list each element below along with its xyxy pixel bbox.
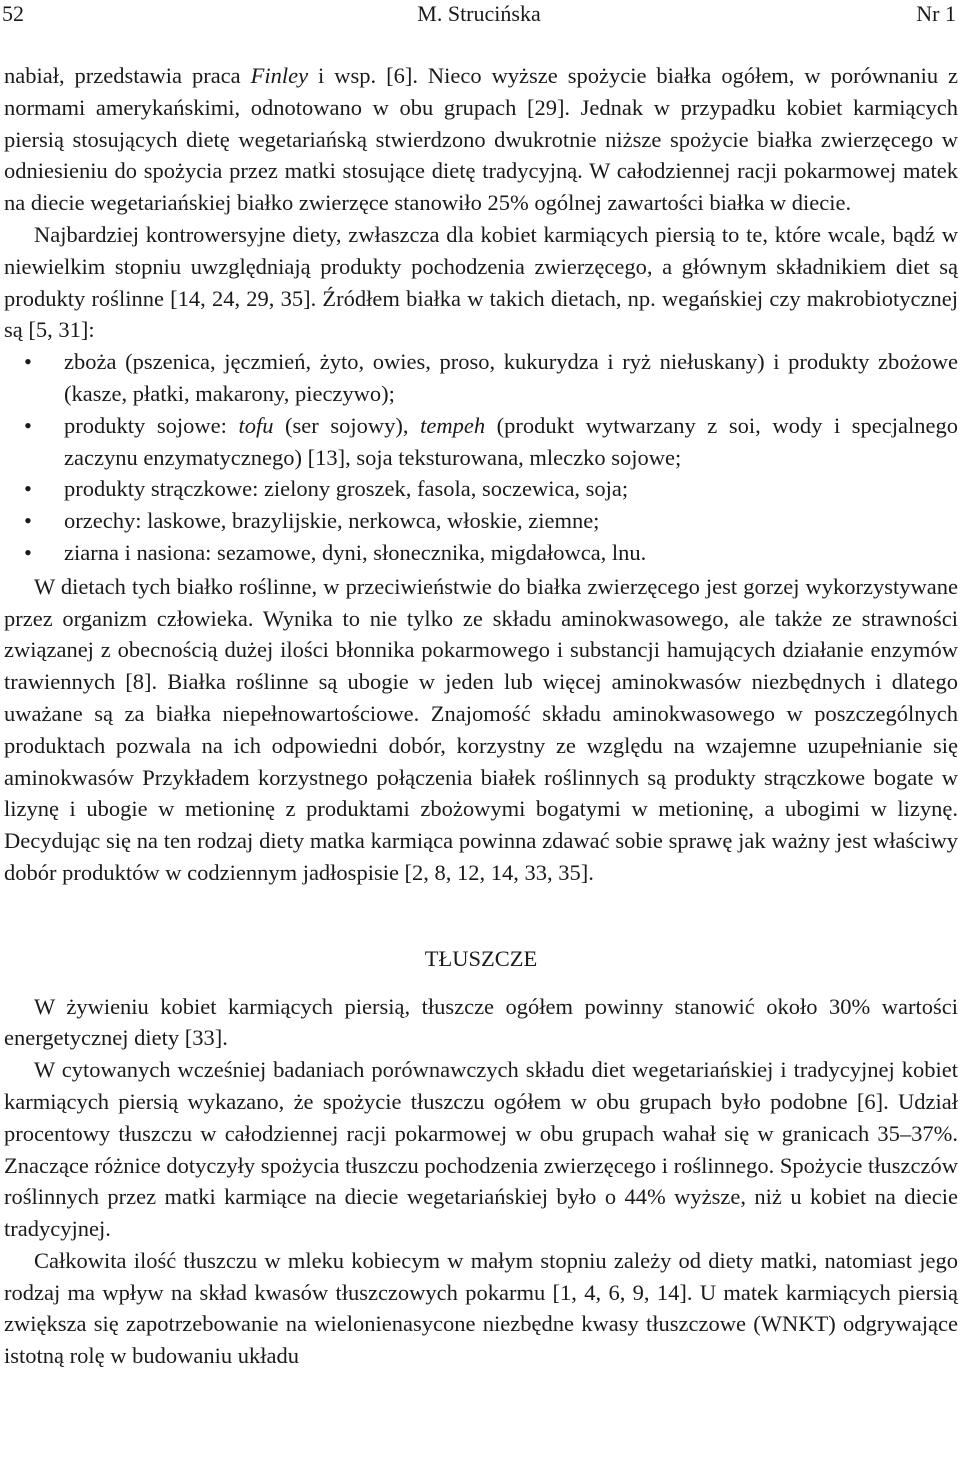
text-run: zboża (pszenica, jęczmień, żyto, owies, proso, kukurydza i ryż niełuskany) i produkty zbożowe (kasze, płatki, makarony, pieczywo); — [64, 349, 958, 406]
text-run: Najbardziej kontrowersyjne diety, zwłaszcza dla kobiet karmiących piersią to te, które wcale, bądź w niewielkim stopniu uwzględniają produkty pochodzenia zwierzęcego, a głównym składnikiem diet są produkty roślinne [14, 24, 29, 35]. Źródłem białka w takich dietach, np. wegańskiej czy makrobiotycznej są [5, 31]: — [4, 221, 958, 343]
paragraphs-bottom — [4, 991, 958, 1373]
bullet-icon: • — [24, 412, 32, 438]
running-header — [0, 0, 958, 28]
bullet-icon: • — [24, 508, 32, 534]
issue-number: Nr 1 — [916, 1, 956, 26]
list-item — [4, 505, 958, 537]
paragraph — [4, 571, 958, 889]
text-run: i wsp. [6]. Nieco wyższe spożycie białka ogółem, w porównaniu z normami amerykańskimi, odnotowano w obu grupach [29]. Jednak w przypadku kobiet karmiących piersią stosujących dietę wegetariańską stwierdzono dwukrotnie niższe spożycie białka zwierzęcego w odniesieniu do spożycia przez matki stosujące dietę tradycyjną. W całodziennej racji pokarmowej matek na diecie wegetariańskiej białko zwierzęce stanowiło 25% ogólnej zawartości białka w diecie. — [4, 63, 959, 216]
text-run: produkty strączkowe: zielony groszek, fasola, soczewica, soja; — [64, 476, 629, 502]
text-run: W cytowanych wcześniej badaniach porównawczych składu diet wegetariańskiej i tradycyjnej kobiet karmiących piersią wykazano, że spożycie tłuszczu ogółem w obu grupach było podobne [6]. Udział procentowy tłuszczu w całodziennej racji pokarmowej w obu grupach wahał się w granicach 35–37%. Znaczące różnice dotyczyły spożycia tłuszczu pochodzenia zwierzęcego i roślinnego. Spożycie tłuszczów roślinnych przez matki karmiące na diecie wegetariańskiej było o 44% wyższe, niż u kobiet na diecie tradycyjnej. — [4, 1057, 958, 1242]
italic-term: Finley — [250, 63, 309, 88]
text-run: Całkowita ilość tłuszczu w mleku kobiecym w małym stopniu zależy od diety matki, natomiast jego rodzaj ma wpływ na skład kwasów tłuszczowych pokarmu [1, 4, 6, 9, 14]. U matek karmiących piersią zwiększa się zapotrzebowanie na wielonienasycone niezbędne kwasy tłuszczowe (WNKT) odgrywające istotną rolę w budowaniu układu — [4, 1247, 958, 1369]
paragraphs-mid — [4, 571, 958, 889]
paragraph — [4, 60, 958, 219]
text-run: produkty sojowe: — [64, 412, 239, 438]
text-run: ziarna i nasiona: sezamowe, dyni, słonecznika, migdałowca, lnu. — [64, 539, 647, 565]
list-item — [4, 537, 958, 569]
text-run: (produkt wytwarzany z soi, wody i specjalnego zaczynu enzymatycznego) [13], soja teksturowana, mleczko sojowe; — [64, 412, 958, 470]
running-author: M. Strucińska — [417, 1, 541, 26]
text-run: (ser sojowy), — [273, 412, 421, 438]
list-item — [4, 346, 958, 410]
paragraph — [4, 219, 958, 346]
paragraph — [4, 1054, 958, 1245]
text-run: nabiał, przedstawia praca — [4, 63, 251, 88]
list-item — [4, 410, 958, 474]
bullet-icon: • — [24, 476, 32, 502]
list-item — [4, 473, 958, 505]
text-run: W dietach tych białko roślinne, w przeciwieństwie do białka zwierzęcego jest gorzej wykorzystywane przez organizm człowieka. Wynika to nie tylko ze składu aminokwasowego, ale także ze strawności związanej z obecnością dużej ilości błonnika pokarmowego i substancji hamujących działanie enzymów trawiennych [8]. Białka roślinne są ubogie w jeden lub więcej aminokwasów niezbędnych i dlatego uważane są za białka niepełnowartościowe. Znajomość składu aminokwasowego w poszczególnych produktach pozwala na ich odpowiedni dobór, korzystny ze względu na wzajemne uzupełnianie się aminokwasów Przykładem korzystnego połączenia białek roślinnych są produkty strączkowe bogate w lizynę i ubogie w metioninę z produktami zbożowymi bogatymi w metioninę, a ubogimi w lizynę. Decydując się na ten rodzaj diety matka karmiąca powinna zdawać sobie sprawę jak ważny jest właściwy dobór produktów w codziennym jadłospisie [2, 8, 12, 14, 33, 35]. — [4, 573, 958, 885]
paragraph — [4, 1245, 958, 1372]
bullet-icon: • — [24, 539, 32, 565]
paragraph — [4, 991, 958, 1055]
page-number: 52 — [2, 1, 24, 26]
bullet-icon: • — [24, 349, 32, 375]
italic-term: tempeh — [420, 412, 486, 438]
italic-term: tofu — [238, 412, 274, 438]
text-run: W żywieniu kobiet karmiących piersią, tłuszcze ogółem powinny stanowić około 30% wartości energetycznej diety [33]. — [4, 993, 958, 1051]
text-run: orzechy: laskowe, brazylijskie, nerkowca, włoskie, ziemne; — [64, 508, 600, 534]
section-heading: TŁUSZCZE — [424, 945, 538, 971]
paragraphs-top — [4, 60, 958, 346]
body-text — [4, 60, 958, 1372]
source-list — [4, 346, 958, 569]
